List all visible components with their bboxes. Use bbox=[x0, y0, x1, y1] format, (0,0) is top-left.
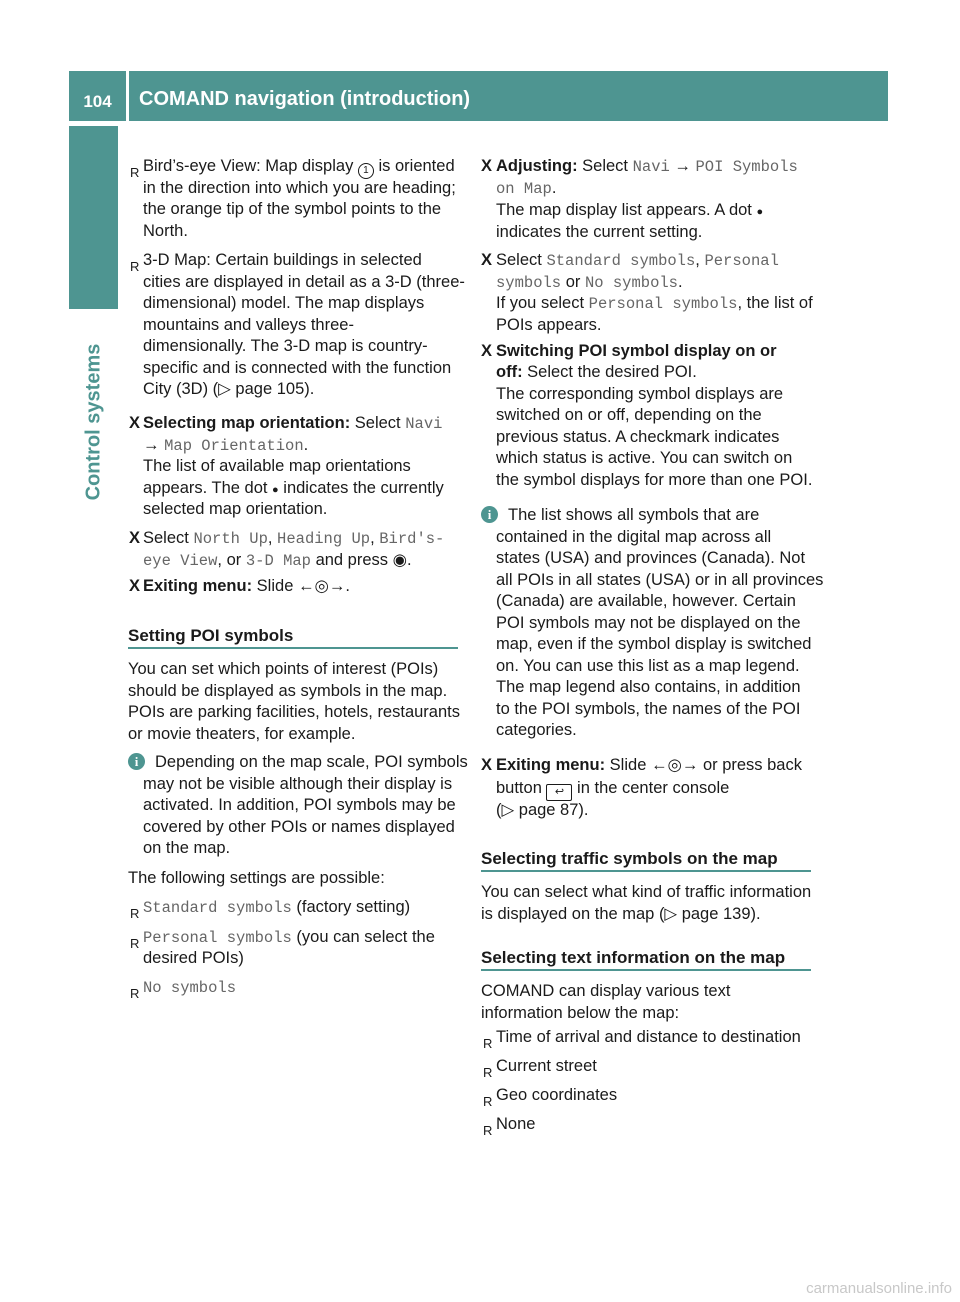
step-icon: X bbox=[129, 577, 141, 595]
text-line: The following settings are possible: bbox=[128, 869, 385, 887]
text-line: contained in the digital map across all bbox=[496, 528, 772, 546]
text-line: on. You can use this list as a map legend. bbox=[496, 657, 800, 675]
text-line: covered by other POIs or names displayed bbox=[143, 818, 455, 836]
text-line: Geo coordinates bbox=[496, 1086, 618, 1104]
text-line: in the direction into which you are heading; bbox=[143, 179, 456, 197]
footer-watermark: carmanualsonline.info bbox=[806, 1280, 952, 1297]
text-line: Personal symbols (you can select the bbox=[143, 928, 435, 947]
dot-icon: ● bbox=[272, 484, 279, 496]
text-line: desired POIs) bbox=[143, 949, 244, 967]
text-line: COMAND can display various text bbox=[481, 982, 731, 1000]
text-line: the symbol displays for more than one POI. bbox=[496, 471, 813, 489]
text-line: → Map Orientation. bbox=[143, 436, 309, 455]
text-line: symbols or No symbols. bbox=[496, 273, 683, 292]
text-line: eye View, or 3-D Map and press ◉. bbox=[143, 551, 412, 570]
text-line: dimensionally. The 3-D map is country- bbox=[143, 337, 428, 355]
text-line: or movie theaters, for example. bbox=[128, 725, 356, 743]
text-line: POI symbols may not be displayed on the bbox=[496, 614, 801, 632]
section-heading: Selecting text information on the map bbox=[481, 948, 786, 967]
step-icon: X bbox=[481, 251, 493, 269]
text-line: (▷ page 87). bbox=[496, 801, 589, 819]
bullet-icon: R bbox=[483, 1094, 493, 1109]
bullet-icon: R bbox=[130, 906, 140, 921]
page-title: COMAND navigation (introduction) bbox=[139, 88, 471, 110]
step-icon: X bbox=[481, 157, 493, 175]
page-number: 104 bbox=[83, 92, 112, 111]
text-line: Exiting menu: Slide ←◎→. bbox=[143, 577, 350, 595]
text-line: to the POI symbols, the names of the POI bbox=[496, 700, 801, 718]
text-line: which status is active. You can switch on bbox=[496, 449, 793, 467]
text-line: You can select what kind of traffic information bbox=[481, 883, 812, 901]
section-rule bbox=[481, 870, 811, 872]
text-line: may not be visible although their display is bbox=[143, 775, 453, 793]
step-icon: X bbox=[129, 414, 141, 432]
bullet-icon: R bbox=[130, 936, 140, 951]
text-line: indicates the current setting. bbox=[496, 223, 703, 241]
text-line: None bbox=[496, 1115, 536, 1133]
text-line: Current street bbox=[496, 1057, 597, 1075]
text-line: Depending on the map scale, POI symbols bbox=[155, 753, 468, 771]
text-line: Standard symbols (factory setting) bbox=[143, 898, 411, 917]
text-line: 3-D Map: Certain buildings in selected bbox=[143, 251, 422, 269]
text-line: Selecting map orientation: Select Navi bbox=[143, 414, 443, 433]
section-heading: Setting POI symbols bbox=[128, 626, 294, 645]
text-line: The map legend also contains, in addition bbox=[496, 678, 801, 696]
text-line: Select Standard symbols, Personal bbox=[496, 251, 779, 270]
bullet-icon: R bbox=[483, 1123, 493, 1138]
info-icon: i bbox=[481, 506, 498, 523]
slide-controller-icon: ←◎→ bbox=[650, 756, 699, 774]
text-line: specific and is connected with the function bbox=[143, 359, 452, 377]
text-line: The list shows all symbols that are bbox=[508, 506, 760, 524]
text-line: Bird’s-eye View: Map display 1 is oriented bbox=[143, 156, 455, 179]
text-line: North. bbox=[143, 222, 188, 240]
text-line: Time of arrival and distance to destination bbox=[496, 1028, 801, 1046]
text-line: information below the map: bbox=[481, 1004, 680, 1022]
bullet-icon: R bbox=[483, 1036, 493, 1051]
text-line: should be displayed as symbols in the map. bbox=[128, 682, 448, 700]
text-line: No symbols bbox=[143, 979, 237, 997]
text-line: The list of available map orientations bbox=[143, 457, 411, 475]
callout-1-icon: 1 bbox=[358, 163, 374, 179]
text-line: POIs appears. bbox=[496, 316, 602, 334]
text-line: Switching POI symbol display on or bbox=[496, 342, 777, 360]
info-icon: i bbox=[128, 753, 145, 770]
step-icon: X bbox=[129, 529, 141, 547]
slide-controller-icon: ←◎→ bbox=[297, 577, 346, 595]
text-line: button ↩ in the center console bbox=[496, 778, 729, 801]
text-line: The corresponding symbol displays are bbox=[496, 385, 784, 403]
side-block bbox=[69, 126, 118, 309]
press-controller-icon: ◉ bbox=[392, 551, 408, 569]
section-heading: Selecting traffic symbols on the map bbox=[481, 849, 778, 868]
bullet-icon: R bbox=[130, 165, 140, 180]
step-icon: X bbox=[481, 756, 493, 774]
text-line: You can set which points of interest (POIs) bbox=[128, 660, 439, 678]
text-line: all POIs in all states (USA) or in all provinces bbox=[496, 571, 824, 589]
back-button-icon: ↩ bbox=[546, 784, 572, 801]
text-line: If you select Personal symbols, the list of bbox=[496, 294, 813, 313]
text-line: map, even if the symbol display is switched bbox=[496, 635, 812, 653]
text-line: states (USA) and provinces (Canada). Not bbox=[496, 549, 806, 567]
text-line: mountains and valleys three- bbox=[143, 316, 354, 334]
bullet-icon: R bbox=[130, 259, 140, 274]
text-line: the orange tip of the symbol points to the bbox=[143, 200, 442, 218]
section-rule bbox=[128, 647, 458, 649]
bullet-icon: R bbox=[483, 1065, 493, 1080]
text-line: activated. In addition, POI symbols may be bbox=[143, 796, 456, 814]
text-line: selected map orientation. bbox=[143, 500, 328, 518]
text-line: Adjusting: Select Navi → POI Symbols bbox=[496, 157, 798, 176]
text-line: Exiting menu: Slide ←◎→ or press back bbox=[496, 756, 802, 774]
text-line: on Map. bbox=[496, 179, 557, 198]
text-line: cities are displayed in detail as a 3-D (three- bbox=[143, 273, 465, 291]
text-line: is displayed on the map (▷ page 139). bbox=[481, 905, 761, 923]
dot-icon: ● bbox=[756, 206, 764, 218]
step-icon: X bbox=[481, 342, 493, 360]
text-line: Select North Up, Heading Up, Bird's- bbox=[143, 529, 445, 548]
bullet-icon: R bbox=[130, 986, 140, 1001]
side-tab bbox=[69, 312, 118, 532]
text-line: on the map. bbox=[143, 839, 231, 857]
text-line: appears. The dot ● indicates the currently bbox=[143, 479, 444, 497]
text-line: City (3D) (▷ page 105). bbox=[143, 380, 315, 398]
text-line: POIs are parking facilities, hotels, restaurants bbox=[128, 703, 460, 721]
header-separator bbox=[126, 71, 129, 121]
text-line: categories. bbox=[496, 721, 577, 739]
text-line: off: Select the desired POI. bbox=[496, 363, 697, 381]
text-line: switched on or off, depending on the bbox=[496, 406, 762, 424]
text-line: (Canada) are available, however. Certain bbox=[496, 592, 796, 610]
text-line: The map display list appears. A dot ● bbox=[496, 201, 764, 219]
text-line: dimensional) model. The map displays bbox=[143, 294, 425, 312]
side-tab-label: Control systems bbox=[81, 343, 104, 501]
section-rule bbox=[481, 969, 811, 971]
text-line: previous status. A checkmark indicates bbox=[496, 428, 780, 446]
